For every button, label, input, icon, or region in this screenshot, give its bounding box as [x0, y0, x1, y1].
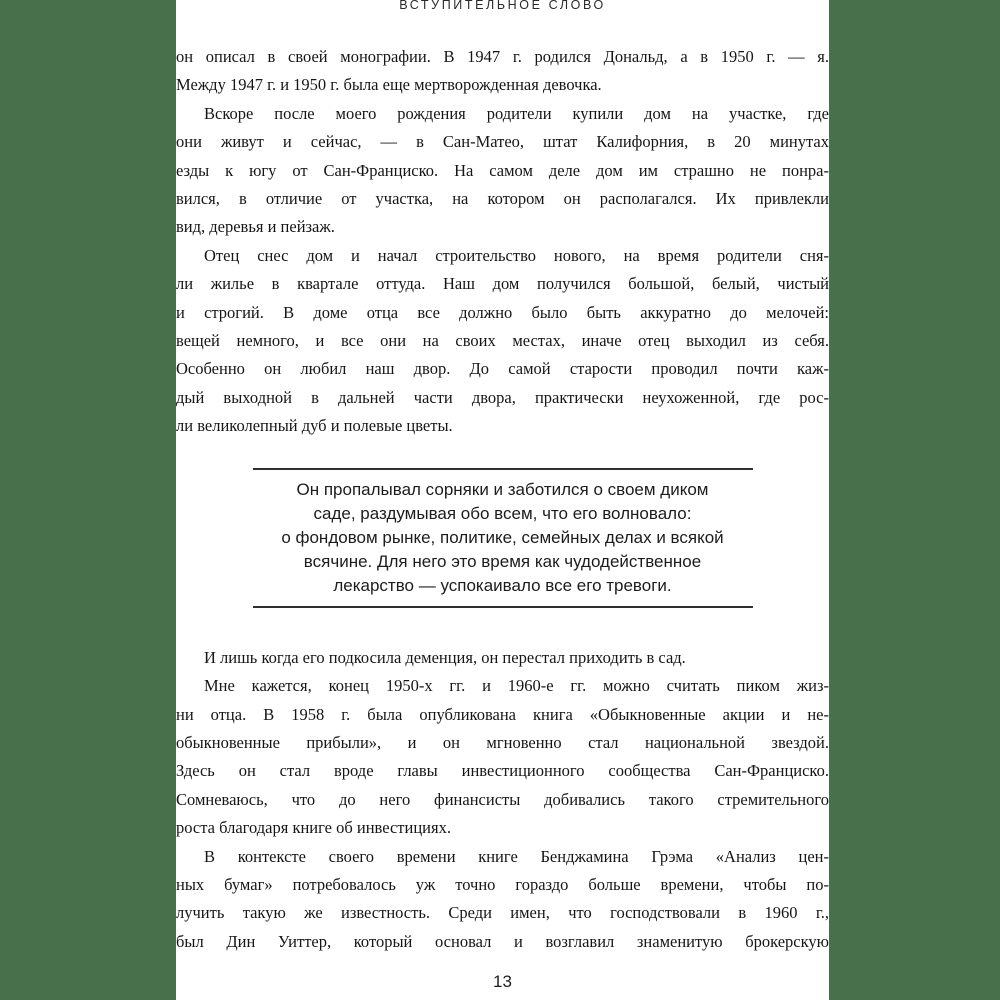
text-line: ли великолепный дуб и полевые цветы.: [176, 416, 453, 436]
quote-line: Он пропалывал сорняки и заботился о своем диком: [296, 479, 709, 499]
text-line: был Дин Уиттер, который основал и возглавил знаменитую брокерскую: [176, 931, 829, 951]
text-line: они живут и сейчас, — в Сан-Матео, штат Калифорния, в 20 минутах: [176, 132, 829, 152]
text-line: ли жилье в квартале оттуда. Наш дом получился большой, белый, чистый: [176, 274, 829, 294]
quote-line: всячине. Для него это время как чудодейственное: [303, 551, 702, 571]
text-line: и строгий. В доме отца все должно было быть аккуратно до мелочей:: [176, 302, 829, 322]
text-line: Мне кажется, конец 1950-х гг. и 1960-е гг. можно считать пиком жиз-: [204, 676, 829, 696]
text-line: роста благодаря книге об инвестициях.: [176, 818, 451, 838]
text-line: вился, в отличие от участка, на котором он располагался. Их привлекли: [176, 189, 829, 209]
text-line: лучить такую же известность. Среди имен, что господствовали в 1960 г.,: [176, 903, 829, 923]
running-header: ВСТУПИТЕЛЬНОЕ СЛОВО: [399, 0, 606, 12]
paragraph: [176, 843, 829, 957]
quote-divider-bottom: [253, 606, 753, 608]
text-line: вещей немного, и все они на своих местах, иначе отец выходил из себя.: [176, 331, 829, 351]
pull-quote: [253, 468, 753, 608]
text-line: дый выходной в дальней части двора, практически неухоженной, где рос-: [176, 387, 829, 407]
quote-line: лекарство — успокаивало все его тревоги.: [333, 575, 672, 595]
text-line: В контексте своего времени книге Бенджамина Грэма «Анализ цен-: [204, 846, 829, 866]
paragraph: [176, 43, 829, 100]
text-line: Вскоре после моего рождения родители купили дом на участке, где: [204, 103, 829, 123]
text-line: он описал в своей монографии. В 1947 г. родился Дональд, а в 1950 г. — я.: [176, 47, 829, 66]
quote-text: [253, 470, 753, 606]
text-line: Сомневаюсь, что до него финансисты добивались такого стремительного: [176, 789, 829, 809]
paragraph: [176, 242, 829, 441]
text-line: вид, деревья и пейзаж.: [176, 217, 335, 237]
text-line: Здесь он стал вроде главы инвестиционного сообщества Сан-Франциско.: [176, 761, 829, 781]
text-line: И лишь когда его подкосила деменция, он перестал приходить в сад.: [204, 647, 686, 667]
book-page: [176, 0, 829, 1000]
page-number: 13: [493, 972, 512, 992]
text-line: Особенно он любил наш двор. До самой старости проводил почти каж-: [176, 359, 829, 379]
text-line: ных бумаг» потребовалось уж точно гораздо больше времени, чтобы по-: [176, 874, 829, 894]
text-line: Между 1947 г. и 1950 г. была еще мертворожденная девочка.: [176, 75, 602, 95]
paragraph: [176, 100, 829, 242]
quote-line: о фондовом рынке, политике, семейных делах и всякой: [281, 527, 724, 547]
quote-line: саде, раздумывая обо всем, что его волновало:: [313, 503, 692, 523]
text-line: езды к югу от Сан-Франциско. На самом деле дом им страшно не понра-: [176, 160, 829, 180]
page-content: [176, 43, 829, 956]
text-line: Отец снес дом и начал строительство нового, на время родители сня-: [204, 245, 829, 265]
paragraph: [176, 672, 829, 842]
paragraph: [176, 644, 829, 672]
text-line: обыкновенные прибыли», и он мгновенно стал национальной звездой.: [176, 732, 829, 752]
text-line: ни отца. В 1958 г. была опубликована книга «Обыкновенные акции и не-: [176, 704, 829, 724]
